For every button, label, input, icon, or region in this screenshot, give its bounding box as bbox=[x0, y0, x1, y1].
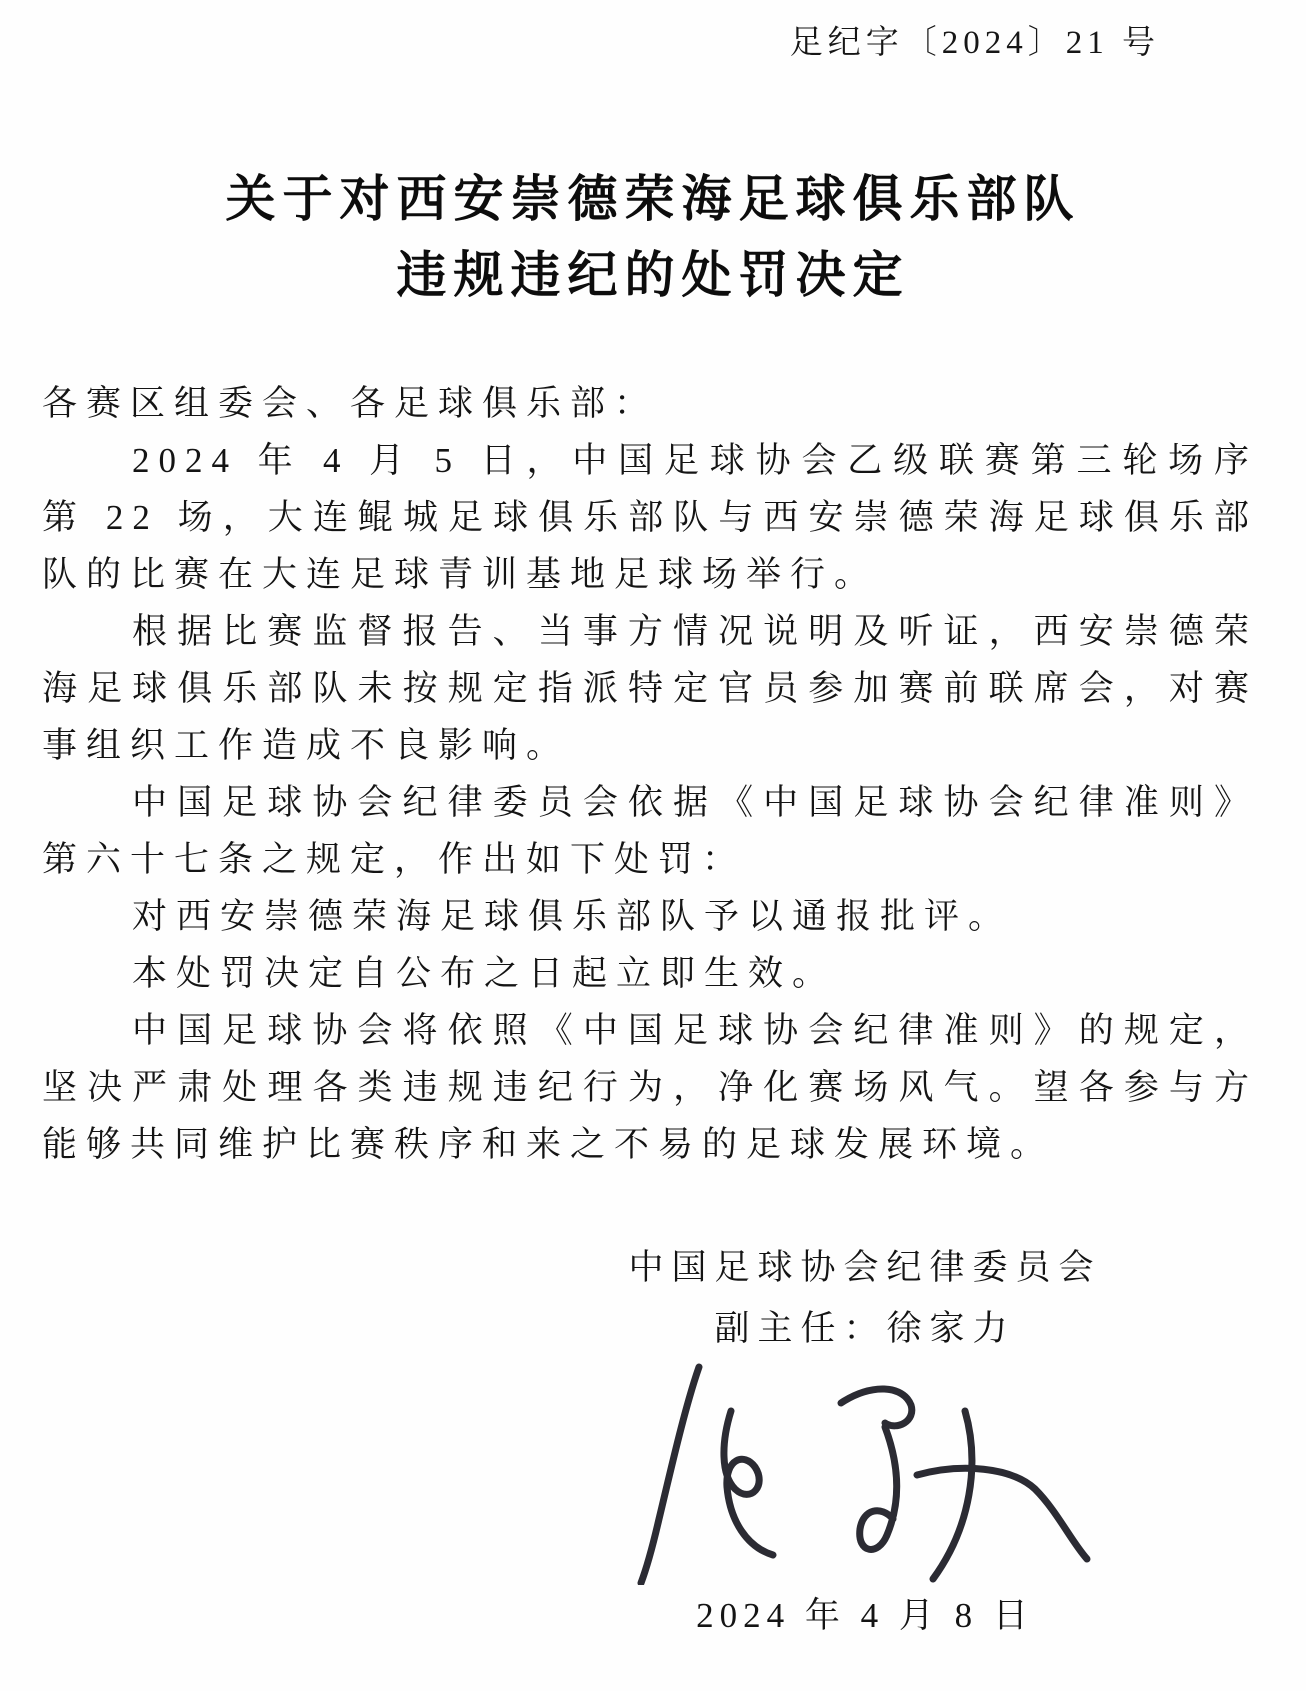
paragraph-violation-facts: 根据比赛监督报告、当事方情况说明及听证，西安崇德荣海足球俱乐部队未按规定指派特定官员参加赛前联席会，对赛事组织工作造成不良影响。 bbox=[42, 612, 1258, 765]
document-number: 足纪字〔2024〕21 号 bbox=[789, 25, 1160, 61]
paragraph-match-info: 2024 年 4 月 5 日，中国足球协会乙级联赛第三轮场序第 22 场，大连鲲城足球俱乐部队与西安崇德荣海足球俱乐部队的比赛在大连足球青训基地足球场举行。 bbox=[42, 441, 1258, 594]
document-date: 2024 年 4 月 8 日 bbox=[696, 1596, 1034, 1635]
signature-block bbox=[545, 1239, 1185, 1644]
signer-organization: 中国足球协会纪律委员会 bbox=[628, 1248, 1102, 1287]
salutation: 各赛区组委会、各足球俱乐部： bbox=[42, 384, 659, 423]
paragraph-closing-statement: 中国足球协会将依照《中国足球协会纪律准则》的规定，坚决严肃处理各类违规违纪行为，净化赛场风气。望各参与方能够共同维护比赛秩序和来之不易的足球发展环境。 bbox=[42, 1011, 1258, 1164]
document-title bbox=[0, 161, 1306, 313]
signer-title-and-name: 副主任：徐家力 bbox=[714, 1309, 1016, 1348]
paragraph-legal-basis: 中国足球协会纪律委员会依据《中国足球协会纪律准则》第六十七条之规定，作出如下处罚： bbox=[42, 783, 1258, 879]
handwritten-signature-icon bbox=[635, 1359, 1095, 1585]
paragraph-penalty: 对西安崇德荣海足球俱乐部队予以通报批评。 bbox=[132, 897, 1013, 936]
document-title-line2: 违规违纪的处罚决定 bbox=[396, 247, 910, 303]
document-title-line1: 关于对西安崇德荣海足球俱乐部队 bbox=[225, 171, 1081, 227]
handwritten-signature bbox=[545, 1359, 1185, 1585]
paragraph-effective-date: 本处罚决定自公布之日起立即生效。 bbox=[132, 954, 837, 993]
document-body bbox=[42, 375, 1258, 1173]
